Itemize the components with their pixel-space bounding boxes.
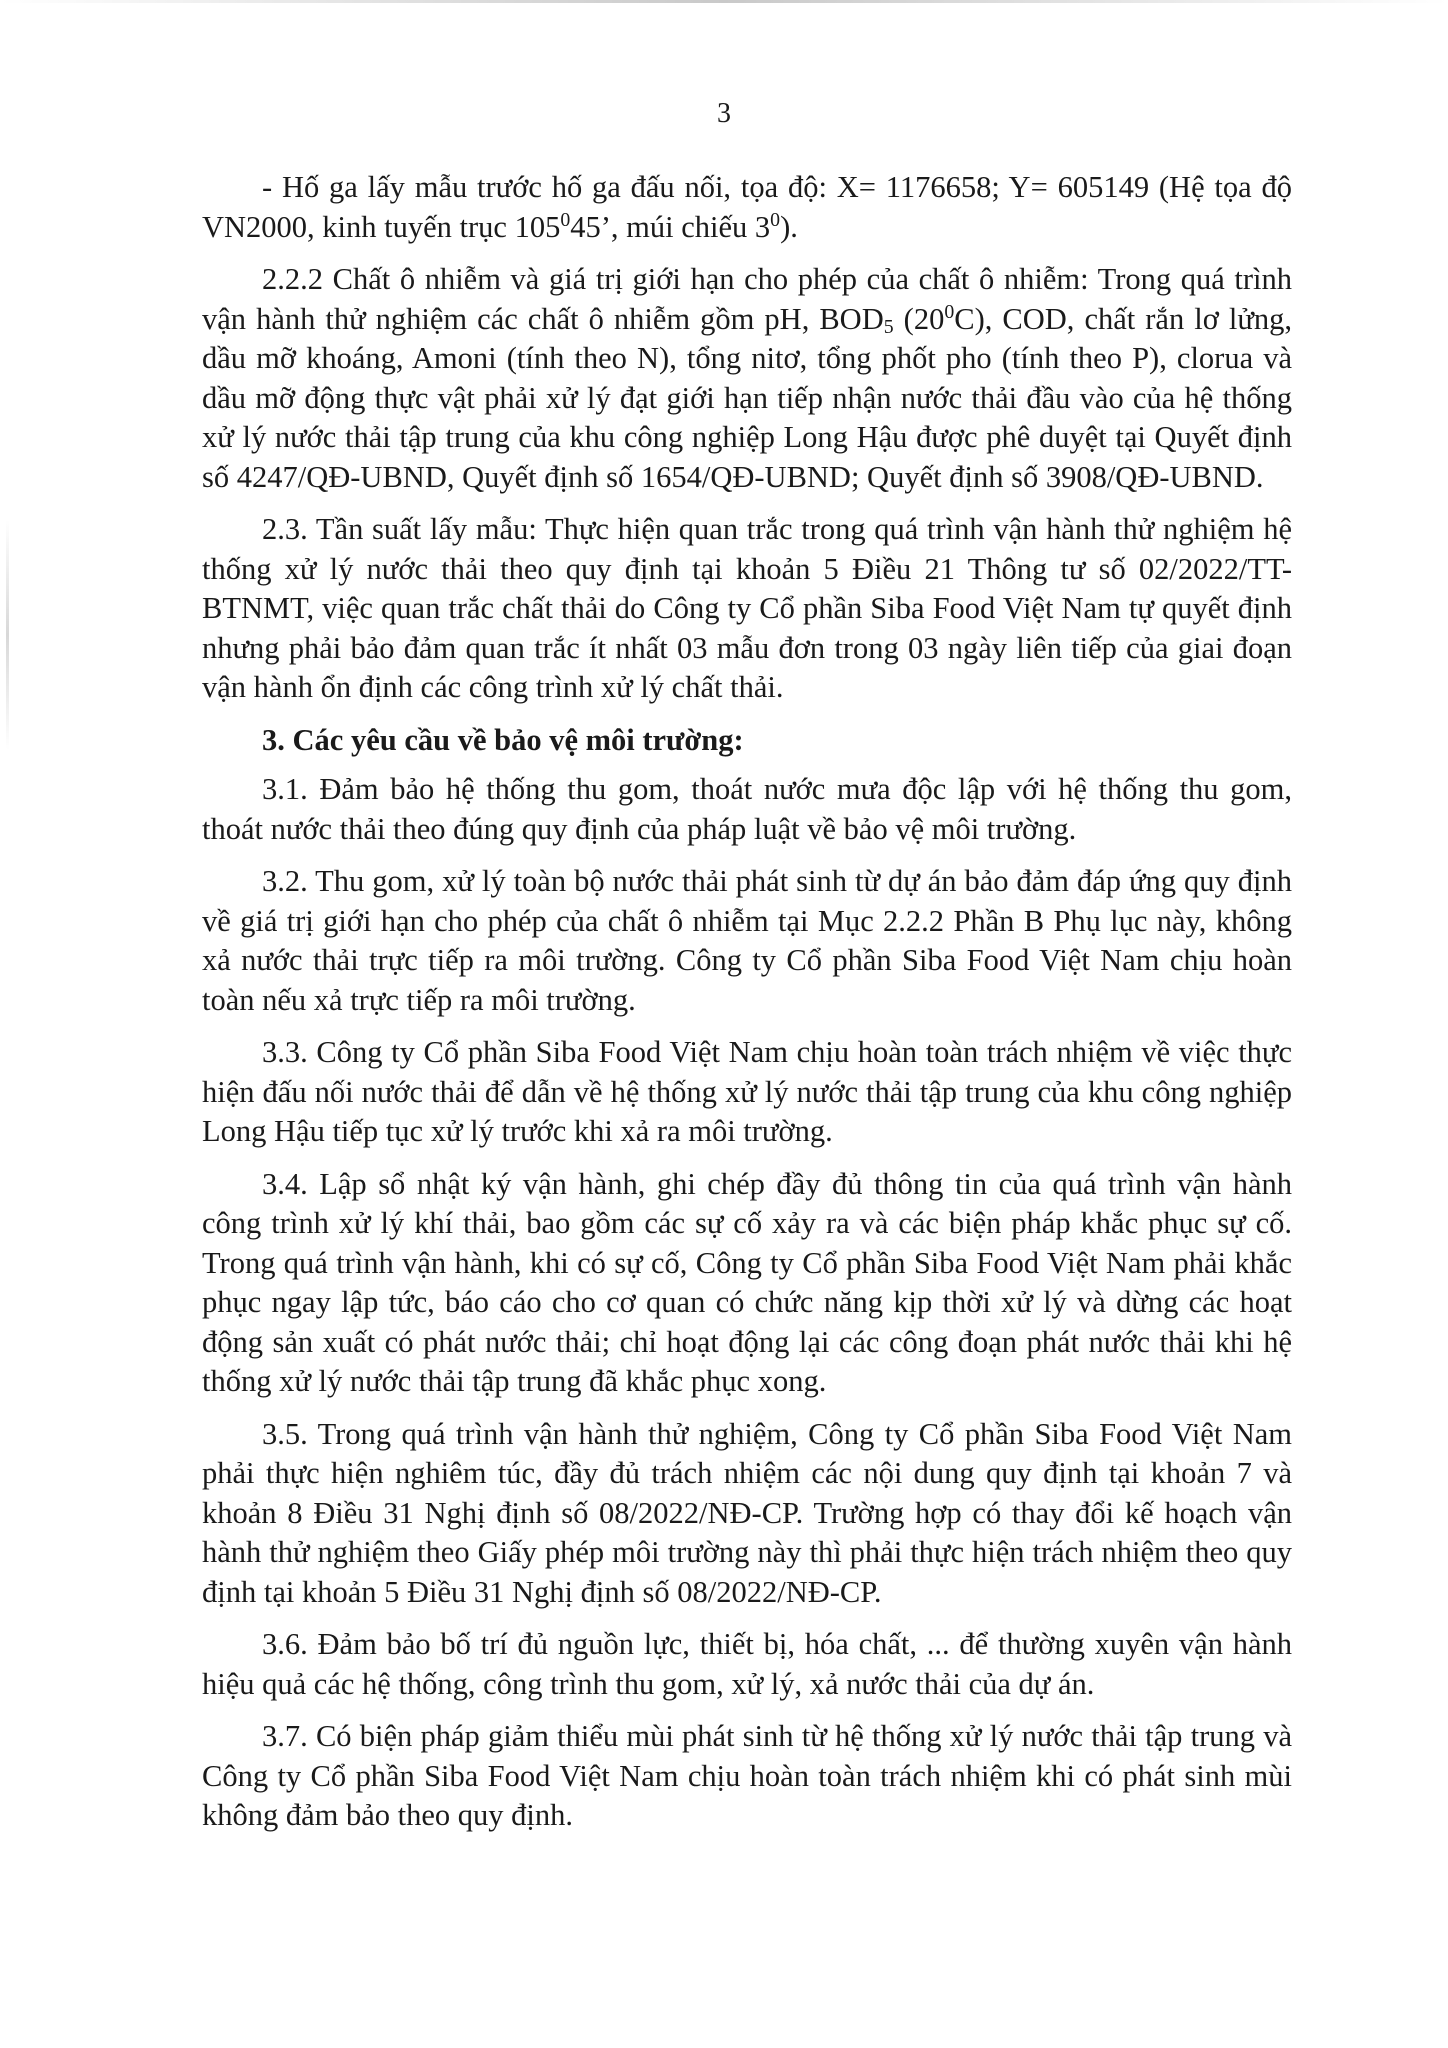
scan-left-edge bbox=[6, 520, 9, 750]
paragraph-3-6 bbox=[202, 1625, 1292, 1704]
text-run: 2.2.2 Chất ô nhiễm và giá trị giới hạn cho phép của chất ô nhiễm: Trong quá trình vận hành thử nghiệm các chất ô nhiễm gồm pH, BOD bbox=[202, 262, 1292, 336]
text-run: 2.3. Tần suất lấy mẫu: Thực hiện quan trắc trong quá trình vận hành thử nghiệm hệ thống xử lý nước thải theo quy định tại khoản 5 Điều 21 Thông tư số 02/2022/TT-BTNMT, việc quan trắc chất thải do Công ty Cổ phần Siba Food Việt Nam tự quyết định nhưng phải bảo đảm quan trắc ít nhất 03 mẫu đơn trong 03 ngày liên tiếp của giai đoạn vận hành ổn định các công trình xử lý chất thải. bbox=[202, 512, 1292, 704]
paragraph-hoga bbox=[202, 168, 1292, 247]
paragraph-3-3 bbox=[202, 1033, 1292, 1152]
text-run: - Hố ga lấy mẫu trước hố ga đấu nối, tọa độ: X= 1176658; Y= 605149 (Hệ tọa độ VN2000, kinh tuyến trục 105 bbox=[202, 170, 1292, 244]
text-run: 3.1. Đảm bảo hệ thống thu gom, thoát nước mưa độc lập với hệ thống thu gom, thoát nước thải theo đúng quy định của pháp luật về bảo vệ môi trường. bbox=[202, 772, 1292, 846]
text-run: 0 bbox=[770, 208, 781, 231]
text-run: 0 bbox=[560, 208, 571, 231]
text-run: 0 bbox=[944, 300, 955, 323]
text-run: C), COD, chất rắn lơ lửng, dầu mỡ khoáng, Amoni (tính theo N), tổng nitơ, tổng phốt pho (tính theo P), clorua và dầu mỡ động thực vật phải xử lý đạt giới hạn tiếp nhận nước thải đầu vào của hệ thống xử lý nước thải tập trung của khu công nghiệp Long Hậu được phê duyệt tại Quyết định số 4247/QĐ-UBND, Quyết định số 1654/QĐ-UBND; Quyết định số 3908/QĐ-UBND. bbox=[202, 301, 1292, 494]
paragraph-3-1 bbox=[202, 770, 1292, 849]
text-run: 3.6. Đảm bảo bố trí đủ nguồn lực, thiết bị, hóa chất, ... để thường xuyên vận hành hiệu quả các hệ thống, công trình thu gom, xử lý, xả nước thải của dự án. bbox=[202, 1627, 1292, 1701]
scan-top-edge bbox=[0, 0, 1448, 3]
paragraph-2-2-2 bbox=[202, 260, 1292, 497]
text-run: 3.2. Thu gom, xử lý toàn bộ nước thải phát sinh từ dự án bảo đảm đáp ứng quy định về giá trị giới hạn cho phép của chất ô nhiễm tại Mục 2.2.2 Phần B Phụ lục này, không xả nước thải trực tiếp ra môi trường. Công ty Cổ phần Siba Food Việt Nam chịu hoàn toàn nếu xả trực tiếp ra môi trường. bbox=[202, 864, 1292, 1017]
text-run: 45’, múi chiếu 3 bbox=[570, 209, 771, 244]
paragraph-2-3 bbox=[202, 510, 1292, 708]
text-run: 3.4. Lập sổ nhật ký vận hành, ghi chép đầy đủ thông tin của quá trình vận hành công trình xử lý khí thải, bao gồm các sự cố xảy ra và các biện pháp khắc phục sự cố. Trong quá trình vận hành, khi có sự cố, Công ty Cổ phần Siba Food Việt Nam phải khắc phục ngay lập tức, báo cáo cho cơ quan có chức năng kịp thời xử lý và dừng các hoạt động sản xuất có phát nước thải; chỉ hoạt động lại các công đoạn phát nước thải khi hệ thống xử lý nước thải tập trung đã khắc phục xong. bbox=[202, 1166, 1292, 1398]
text-run: 3.7. Có biện pháp giảm thiểu mùi phát sinh từ hệ thống xử lý nước thải tập trung và Công ty Cổ phần Siba Food Việt Nam chịu hoàn toàn trách nhiệm khi có phát sinh mùi không đảm bảo theo quy định. bbox=[202, 1719, 1292, 1832]
paragraph-3-7 bbox=[202, 1717, 1292, 1836]
text-run: (20 bbox=[893, 301, 945, 336]
text-run: ). bbox=[780, 209, 798, 244]
text-run: 3.3. Công ty Cổ phần Siba Food Việt Nam chịu hoàn toàn trách nhiệm về việc thực hiện đấu nối nước thải để dẫn về hệ thống xử lý nước thải tập trung của khu công nghiệp Long Hậu tiếp tục xử lý trước khi xả ra môi trường. bbox=[202, 1035, 1292, 1148]
text-run: 3.5. Trong quá trình vận hành thử nghiệm, Công ty Cổ phần Siba Food Việt Nam phải thực hiện nghiêm túc, đầy đủ trách nhiệm các nội dung quy định tại khoản 7 và khoản 8 Điều 31 Nghị định số 08/2022/NĐ-CP. Trường hợp có thay đổi kế hoạch vận hành thử nghiệm theo Giấy phép môi trường này thì phải thực hiện trách nhiệm theo quy định tại khoản 5 Điều 31 Nghị định số 08/2022/NĐ-CP. bbox=[202, 1416, 1292, 1609]
section-heading-3 bbox=[202, 721, 1292, 761]
page-number: 3 bbox=[717, 98, 731, 129]
paragraph-3-5 bbox=[202, 1415, 1292, 1613]
paragraph-3-4 bbox=[202, 1165, 1292, 1402]
paragraph-3-2 bbox=[202, 862, 1292, 1020]
document-body bbox=[202, 168, 1292, 1849]
text-run: 5 bbox=[883, 315, 894, 338]
text-run: 3. Các yêu cầu về bảo vệ môi trường: bbox=[262, 722, 744, 757]
